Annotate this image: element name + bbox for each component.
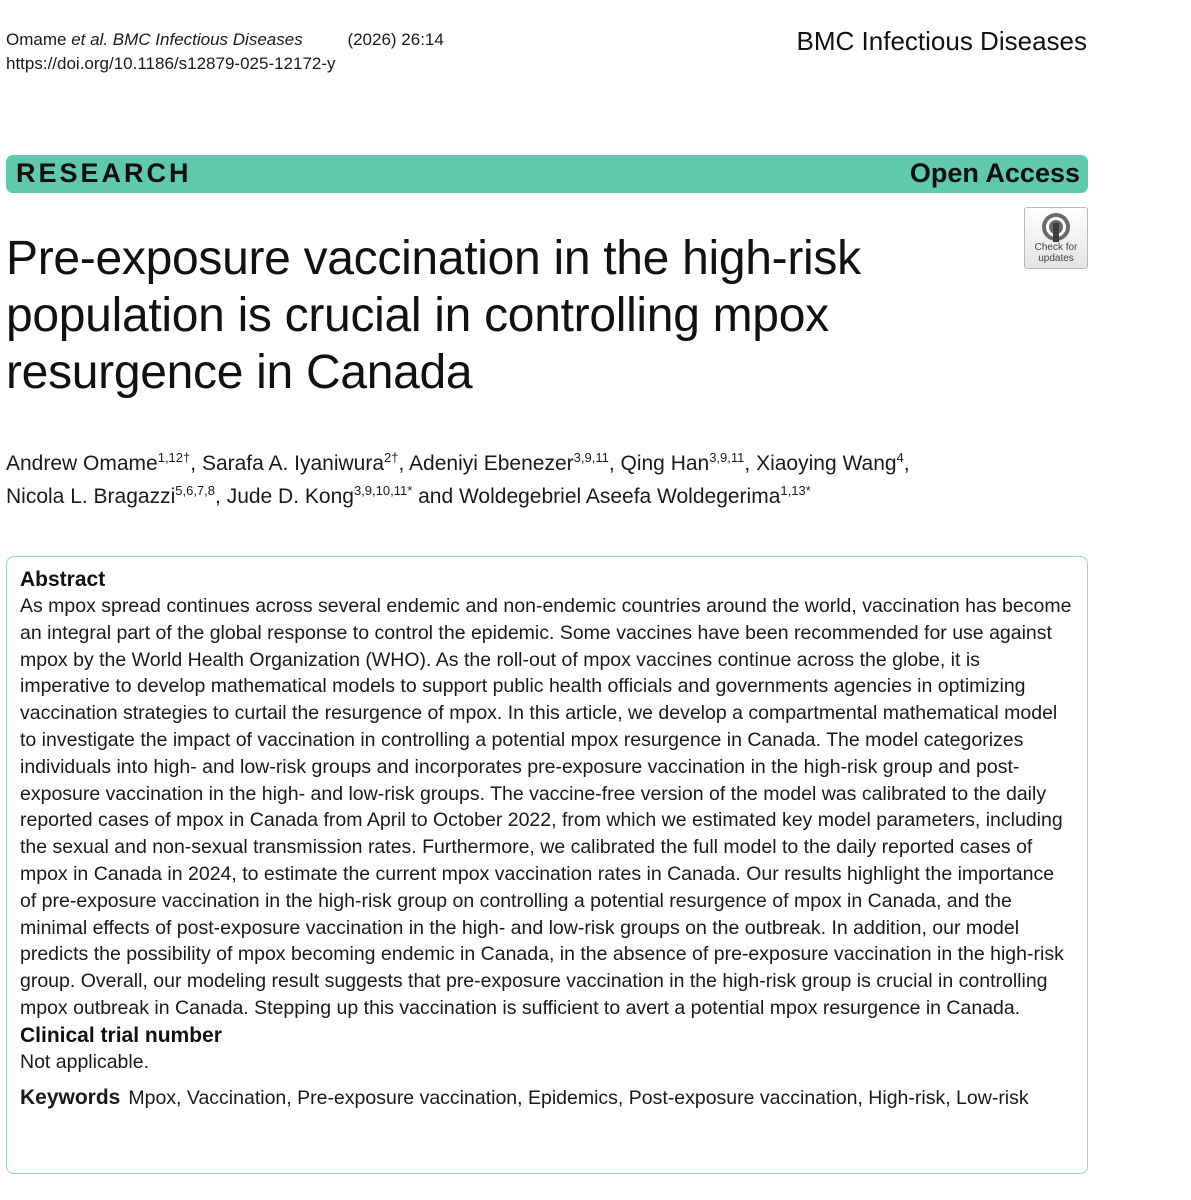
author-entry xyxy=(409,452,620,475)
author-name[interactable]: Qing Han xyxy=(620,452,710,475)
author-entry xyxy=(459,485,811,508)
author-name[interactable]: Xiaoying Wang xyxy=(756,452,897,475)
article-banner xyxy=(6,155,1088,193)
header-et-al: et al. xyxy=(71,30,109,49)
article-title: Pre-exposure vaccination in the high-risk population is crucial in controlling mpox resurgence in Canada xyxy=(6,232,861,399)
author-affiliation: 1,12† xyxy=(157,450,191,465)
author-separator: , xyxy=(398,452,410,475)
abstract-heading: Abstract xyxy=(20,568,106,591)
author-name[interactable]: Adeniyi Ebenezer xyxy=(409,452,574,475)
author-entry xyxy=(6,452,202,475)
author-separator: , xyxy=(215,485,227,508)
author-entry xyxy=(202,452,409,475)
author-separator: , xyxy=(190,452,202,475)
updates-label: updates xyxy=(1038,253,1074,264)
author-entry xyxy=(756,452,910,475)
crossmark-icon xyxy=(1041,212,1071,242)
header-citation: (2026) 26:14 xyxy=(347,30,444,49)
author-name[interactable]: Woldegebriel Aseefa Woldegerima xyxy=(458,485,781,508)
author-affiliation: 3,9,11 xyxy=(709,450,745,465)
author-affiliation: 2† xyxy=(384,450,399,465)
author-entry xyxy=(6,485,227,508)
author-separator: , xyxy=(608,452,621,475)
doi-link[interactable]: https://doi.org/10.1186/s12879-025-12172-y xyxy=(6,54,336,73)
author-separator: , xyxy=(903,452,910,475)
author-affiliation: 3,9,11 xyxy=(573,450,609,465)
clinical-trial-text: Not applicable. xyxy=(20,1050,149,1073)
author-name[interactable]: Sarafa A. Iyaniwura xyxy=(201,452,385,475)
author-affiliation: 1,13* xyxy=(780,483,811,498)
header-journal: BMC Infectious Diseases xyxy=(112,30,303,49)
journal-name: BMC Infectious Diseases xyxy=(796,26,1087,56)
check-for-label: Check for xyxy=(1034,242,1078,253)
author-entry xyxy=(227,485,459,508)
author-list xyxy=(6,447,1006,513)
author-affiliation: 3,9,10,11* xyxy=(353,483,413,498)
author-name[interactable]: Andrew Omame xyxy=(6,452,158,475)
abstract-body: As mpox spread continues across several endemic and non-endemic countries around the world, vaccination has become an integral part of the global response to control the epidemic. Some vaccines have been recommended for use against mpox by the World Health Organization (WHO). As the roll-out of mpox vaccines continue across the globe, it is imperative to develop mathematical models to support public health officials and governments agencies in optimizing vaccination strategies to curtail the resurgence of mpox. In this article, we develop a compartmental mathematical model to investigate the impact of vaccination in controlling a potential mpox resurgence in Canada. The model categorizes individuals into high- and low-risk groups and incorporates pre-exposure vaccination in the high-risk group and post-exposure vaccination in the high- and low-risk groups. The vaccine-free version of the model was calibrated to the daily reported cases of mpox in Canada from April to October 2022, from which we estimated key model parameters, including the sexual and non-sexual transmission rates. Furthermore, we calibrated the full model to the daily reported cases of mpox in Canada in 2024, to estimate the current mpox vaccination rates in Canada. Our results highlight the importance of pre-exposure vaccination in the high-risk group on controlling a potential resurgence of mpox in Canada, and the minimal effects of post-exposure vaccination in the high- and low-risk groups on the outbreak. In addition, our model predicts the possibility of mpox becoming endemic in Canada, in the absence of pre-exposure vaccination in the high-risk group. Overall, our modeling result suggests that pre-exposure vaccination in the high-risk group is crucial in controlling mpox outbreak in Canada. Stepping up this vaccination is sufficient to avert a potential mpox resurgence in Canada. xyxy=(20,595,1072,1019)
author-name[interactable]: Jude D. Kong xyxy=(226,485,354,508)
check-for-updates-button[interactable] xyxy=(1024,207,1088,269)
author-name[interactable]: Nicola L. Bragazzi xyxy=(6,485,176,508)
abstract-panel xyxy=(6,556,1088,1174)
open-access-label: Open Access xyxy=(909,158,1080,188)
author-separator: , xyxy=(744,452,757,475)
author-affiliation: 5,6,7,8 xyxy=(175,483,216,498)
keywords-label: Keywords xyxy=(20,1085,121,1109)
author-affiliation: 4 xyxy=(896,450,904,465)
header-authors: Omame xyxy=(6,30,67,49)
keywords-line xyxy=(20,1084,1075,1112)
article-type-label: RESEARCH xyxy=(16,158,192,188)
clinical-trial-heading: Clinical trial number xyxy=(20,1023,222,1047)
author-separator: and xyxy=(412,485,459,508)
citation-header xyxy=(6,28,444,76)
author-entry xyxy=(621,452,757,475)
keywords-text: Mpox, Vaccination, Pre-exposure vaccination, Epidemics, Post-exposure vaccination, High-risk, Low-risk xyxy=(128,1086,1029,1109)
